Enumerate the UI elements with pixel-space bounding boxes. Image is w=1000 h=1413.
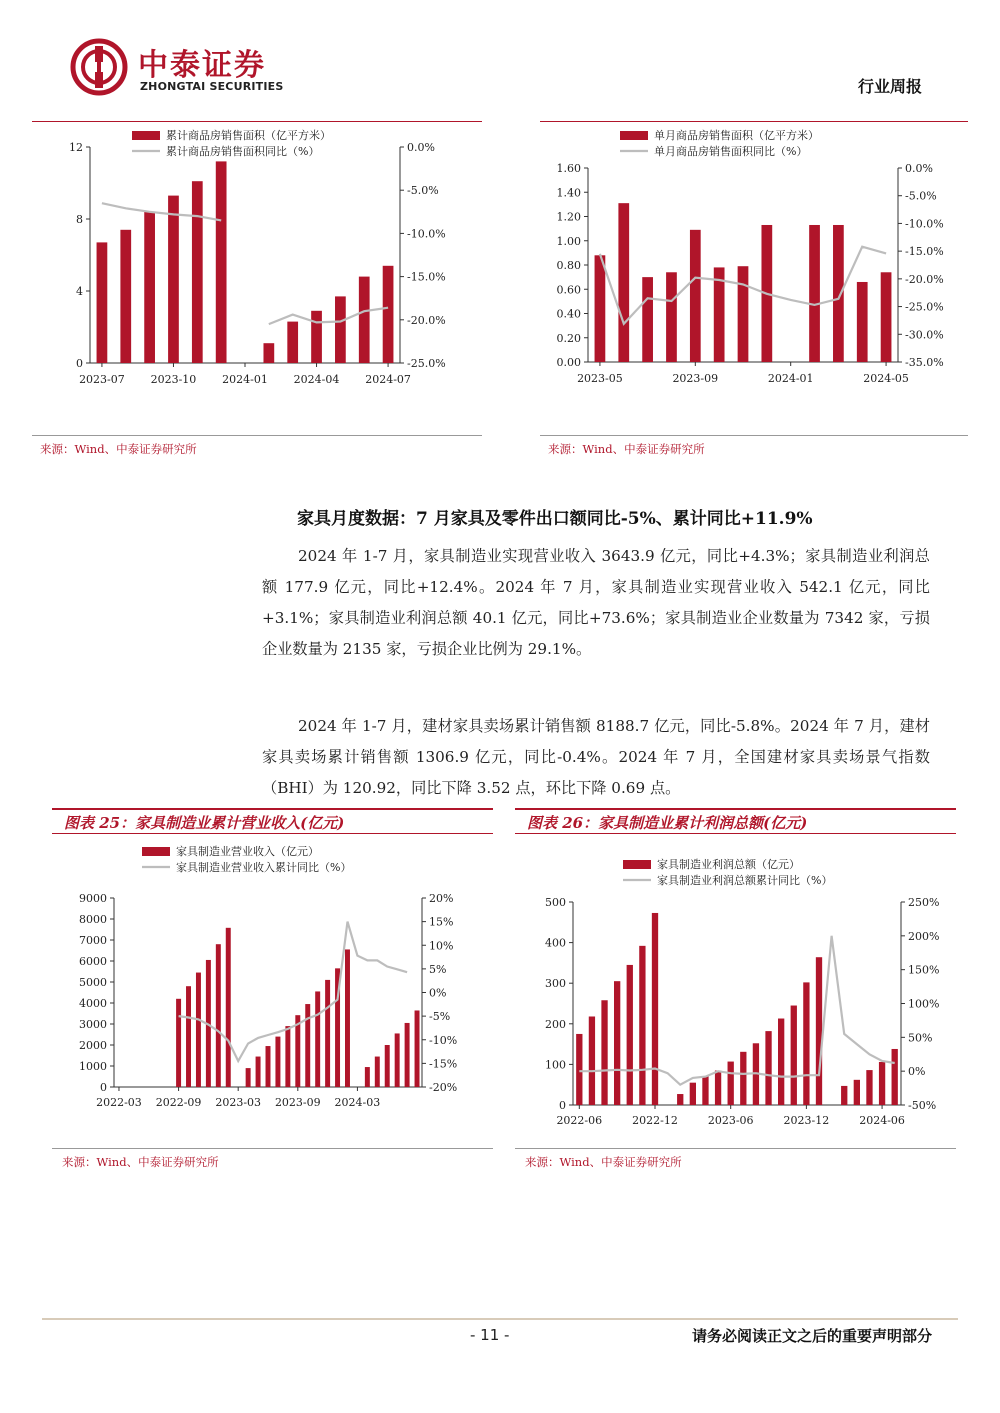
- data-bar: [892, 1049, 898, 1105]
- paragraph-2-text: 2024 年 1-7 月，建材家具卖场累计销售额 8188.7 亿元，同比-5.8%。2024 年 7 月，建材家具卖场累计销售额 1306.9 亿元，同比-0.4%。2024 年 7 月，全国建材家具卖场景气指数（BHI）为 120.92，同比下降 3.52 点，环比下降 0.69 点。: [262, 717, 930, 797]
- right-tick-label: -5.0%: [407, 184, 439, 198]
- right-tick-label: -10%: [429, 1033, 458, 1047]
- legend-line-label: 家具制造业利润总额累计同比（%）: [657, 874, 833, 887]
- logo-chinese-name: 中泰证券: [138, 48, 266, 83]
- data-bar: [383, 266, 394, 363]
- left-tick-label: 7000: [79, 934, 107, 947]
- data-bar: [618, 203, 629, 362]
- x-tick-label: 2024-07: [365, 373, 411, 386]
- data-bar: [879, 1062, 885, 1105]
- x-tick-label: 2023-07: [79, 373, 125, 386]
- company-logo-icon: [70, 38, 128, 96]
- legend-line-label: 累计商品房销售面积同比（%）: [166, 145, 320, 158]
- right-tick-label: -15%: [429, 1057, 458, 1071]
- left-tick-label: 300: [545, 977, 566, 991]
- left-tick-label: 0.00: [556, 356, 581, 369]
- left-tick-label: 5000: [79, 976, 107, 989]
- data-bar: [690, 1083, 696, 1105]
- data-bar: [728, 1062, 734, 1105]
- left-tick-label: 100: [545, 1058, 566, 1072]
- data-bar: [702, 1076, 708, 1105]
- x-tick-label: 2024-06: [859, 1114, 905, 1127]
- left-tick-label: 1000: [79, 1060, 107, 1073]
- data-bar: [216, 161, 227, 363]
- x-tick-label: 2023-09: [672, 372, 719, 385]
- data-bar: [690, 230, 701, 362]
- data-bar: [168, 196, 179, 363]
- legend-bar-swatch: [142, 847, 170, 856]
- data-bar: [359, 277, 370, 363]
- footer-disclaimer: 请务必阅读正文之后的重要声明部分: [691, 1327, 932, 1345]
- data-bar: [614, 981, 620, 1105]
- data-bar: [765, 1031, 771, 1105]
- fig26-bottom-rule: [515, 1148, 956, 1149]
- chart-monthly-house-sales: [540, 125, 968, 390]
- legend-bar-swatch: [623, 860, 651, 869]
- x-tick-label: 2023-09: [274, 1096, 321, 1109]
- left-tick-label: 4: [76, 285, 83, 298]
- right-tick-label: -10.0%: [905, 217, 944, 231]
- right-tick-label: -20%: [429, 1081, 458, 1094]
- left-tick-label: 3000: [79, 1018, 107, 1031]
- data-bar: [395, 1033, 400, 1087]
- left-tick-label: 0.80: [556, 259, 581, 272]
- data-bar: [285, 1026, 290, 1087]
- right-tick-label: 0%: [429, 986, 447, 1000]
- right-tick-label: -25.0%: [407, 357, 446, 370]
- data-bar: [263, 343, 274, 363]
- data-bar: [226, 928, 231, 1087]
- right-tick-label: 20%: [429, 892, 454, 905]
- left-tick-label: 400: [545, 936, 566, 950]
- right-tick-label: 250%: [908, 896, 940, 909]
- right-tick-label: 0.0%: [407, 141, 435, 154]
- data-bar: [405, 1023, 410, 1087]
- chart-furniture-profit: [515, 838, 956, 1130]
- x-tick-label: 2024-01: [222, 373, 268, 386]
- right-tick-label: -20.0%: [407, 313, 446, 327]
- legend-line-label: 单月商品房销售面积同比（%）: [654, 145, 808, 158]
- data-bar: [740, 1052, 746, 1105]
- data-bar: [415, 1010, 420, 1087]
- chart2-top-rule: [540, 121, 968, 122]
- data-bar: [778, 1019, 784, 1105]
- right-tick-label: -15.0%: [407, 270, 446, 284]
- left-tick-label: 0.60: [556, 283, 581, 297]
- paragraph-1: [262, 541, 930, 665]
- x-tick-label: 2023-12: [783, 1114, 830, 1127]
- x-tick-label: 2022-12: [632, 1114, 678, 1127]
- data-bar: [677, 1094, 683, 1105]
- right-tick-label: 15%: [429, 915, 454, 929]
- data-bar: [120, 230, 131, 363]
- left-tick-label: 9000: [79, 892, 107, 905]
- x-tick-label: 2024-03: [334, 1096, 381, 1109]
- data-bar: [589, 1016, 595, 1105]
- data-bar: [881, 272, 892, 362]
- right-tick-label: -25.0%: [905, 300, 944, 314]
- data-bar: [335, 296, 346, 363]
- data-bar: [266, 1046, 271, 1087]
- left-tick-label: 4000: [79, 997, 107, 1010]
- x-tick-label: 2022-09: [155, 1096, 202, 1109]
- data-bar: [639, 946, 645, 1105]
- figure-25-title: 图表 25：家具制造业累计营业收入(亿元): [52, 808, 493, 834]
- data-bar: [216, 944, 221, 1087]
- data-bar: [715, 1070, 721, 1105]
- figure-26-title: 图表 26：家具制造业累计利润总额(亿元): [515, 808, 956, 834]
- x-tick-label: 2023-05: [577, 372, 623, 385]
- x-tick-label: 2024-01: [767, 372, 814, 385]
- left-tick-label: 0: [76, 357, 83, 370]
- data-bar: [315, 991, 320, 1087]
- data-bar: [738, 266, 749, 362]
- data-bar: [186, 986, 191, 1087]
- left-tick-label: 1.60: [556, 162, 581, 175]
- data-bar: [854, 1080, 860, 1105]
- x-tick-label: 2022-03: [96, 1096, 142, 1109]
- data-bar: [305, 1004, 310, 1087]
- data-bar: [246, 1068, 251, 1087]
- data-bar: [256, 1057, 261, 1087]
- right-tick-label: -35.0%: [905, 356, 944, 369]
- right-tick-label: 0.0%: [905, 162, 933, 175]
- left-tick-label: 1.00: [556, 234, 581, 248]
- logo-english-name: ZHONGTAI SECURITIES: [140, 80, 284, 93]
- legend-bar-swatch: [132, 131, 160, 140]
- data-bar: [97, 242, 108, 363]
- data-bar: [627, 965, 633, 1105]
- data-bar: [192, 181, 203, 363]
- data-bar: [666, 272, 677, 362]
- x-tick-label: 2023-10: [150, 373, 197, 386]
- legend-bar-label: 单月商品房销售面积（亿平方米）: [654, 129, 819, 142]
- data-bar: [809, 225, 820, 362]
- right-tick-label: -5%: [429, 1010, 451, 1024]
- left-tick-label: 0.40: [556, 307, 581, 321]
- data-bar: [325, 980, 330, 1087]
- data-bar: [866, 1070, 872, 1105]
- paragraph-2: [262, 711, 930, 804]
- chart2-source: 来源：Wind、中泰证券研究所: [548, 442, 705, 456]
- right-tick-label: 150%: [908, 963, 940, 977]
- left-tick-label: 2000: [79, 1039, 107, 1052]
- chart-furniture-revenue: [52, 838, 493, 1113]
- fig25-bottom-rule: [52, 1148, 493, 1149]
- left-tick-label: 0: [100, 1081, 107, 1094]
- data-line: [579, 936, 894, 1085]
- data-bar: [642, 277, 653, 362]
- data-bar: [816, 957, 822, 1105]
- left-tick-label: 8: [76, 213, 83, 226]
- right-tick-label: 100%: [908, 997, 940, 1011]
- legend-line-label: 家具制造业营业收入累计同比（%）: [176, 861, 352, 874]
- x-tick-label: 2023-06: [707, 1114, 754, 1127]
- right-tick-label: 0%: [908, 1065, 926, 1079]
- page-number: - 11 -: [470, 1326, 510, 1344]
- right-tick-label: -20.0%: [905, 272, 944, 286]
- data-bar: [791, 1006, 797, 1105]
- right-tick-label: -30.0%: [905, 328, 944, 342]
- chart1-source: 来源：Wind、中泰证券研究所: [40, 442, 197, 456]
- fig25-source: 来源：Wind、中泰证券研究所: [62, 1155, 219, 1169]
- right-tick-label: 5%: [429, 962, 447, 976]
- data-bar: [833, 225, 844, 362]
- right-tick-label: -5.0%: [905, 189, 937, 203]
- legend-bar-swatch: [620, 131, 648, 140]
- left-tick-label: 0: [559, 1099, 566, 1112]
- data-bar: [375, 1057, 380, 1087]
- data-bar: [287, 322, 298, 363]
- data-line: [179, 922, 408, 1061]
- data-bar: [196, 973, 201, 1087]
- data-bar: [311, 311, 322, 363]
- legend-bar-label: 家具制造业利润总额（亿元）: [657, 858, 800, 871]
- paragraph-1-text: 2024 年 1-7 月，家具制造业实现营业收入 3643.9 亿元，同比+4.3%；家具制造业利润总额 177.9 亿元，同比+12.4%。2024 年 7 月，家具制造业实现营业收入 542.1 亿元，同比+3.1%；家具制造业利润总额 40.1 亿元，同比+73.6%；家具制造业企业数量为 7342 家，亏损企业数量为 2135 家，亏损企业比例为 29.1%。: [262, 547, 930, 658]
- right-tick-label: 10%: [429, 939, 454, 953]
- x-tick-label: 2024-04: [293, 373, 340, 386]
- left-tick-label: 0.20: [556, 331, 581, 345]
- right-tick-label: -50%: [908, 1099, 937, 1112]
- legend-bar-label: 累计商品房销售面积（亿平方米）: [166, 129, 331, 142]
- left-tick-label: 500: [545, 896, 566, 909]
- data-bar: [275, 1037, 280, 1087]
- data-bar: [601, 1000, 607, 1105]
- data-bar: [841, 1086, 847, 1105]
- data-bar: [595, 255, 606, 362]
- data-bar: [144, 212, 155, 363]
- x-tick-label: 2022-06: [556, 1114, 603, 1127]
- right-tick-label: -10.0%: [407, 227, 446, 241]
- section-heading: 家具月度数据：7 月家具及零件出口额同比-5%、累计同比+11.9%: [297, 509, 813, 529]
- data-bar: [385, 1045, 390, 1087]
- left-tick-label: 1.20: [556, 210, 581, 224]
- fig26-source: 来源：Wind、中泰证券研究所: [525, 1155, 682, 1169]
- chart2-bottom-rule: [540, 435, 968, 436]
- footer-divider: [42, 1318, 958, 1320]
- data-bar: [365, 1067, 370, 1087]
- data-bar: [803, 982, 809, 1105]
- left-tick-label: 1.40: [556, 186, 581, 200]
- legend-bar-label: 家具制造业营业收入（亿元）: [176, 845, 319, 858]
- left-tick-label: 8000: [79, 913, 107, 926]
- left-tick-label: 12: [69, 141, 83, 154]
- chart1-top-rule: [32, 121, 482, 122]
- report-type-label: 行业周报: [857, 77, 922, 96]
- x-tick-label: 2023-03: [215, 1096, 262, 1109]
- x-tick-label: 2024-05: [863, 372, 909, 385]
- data-bar: [857, 282, 868, 362]
- data-bar: [652, 913, 658, 1105]
- left-tick-label: 6000: [79, 955, 107, 968]
- data-bar: [345, 949, 350, 1087]
- chart1-bottom-rule: [32, 435, 482, 436]
- data-bar: [176, 999, 181, 1087]
- chart-cumulative-house-sales: [32, 125, 482, 390]
- right-tick-label: 50%: [908, 1031, 933, 1045]
- right-tick-label: -15.0%: [905, 245, 944, 259]
- data-bar: [576, 1034, 582, 1105]
- left-tick-label: 200: [545, 1017, 566, 1031]
- right-tick-label: 200%: [908, 929, 940, 943]
